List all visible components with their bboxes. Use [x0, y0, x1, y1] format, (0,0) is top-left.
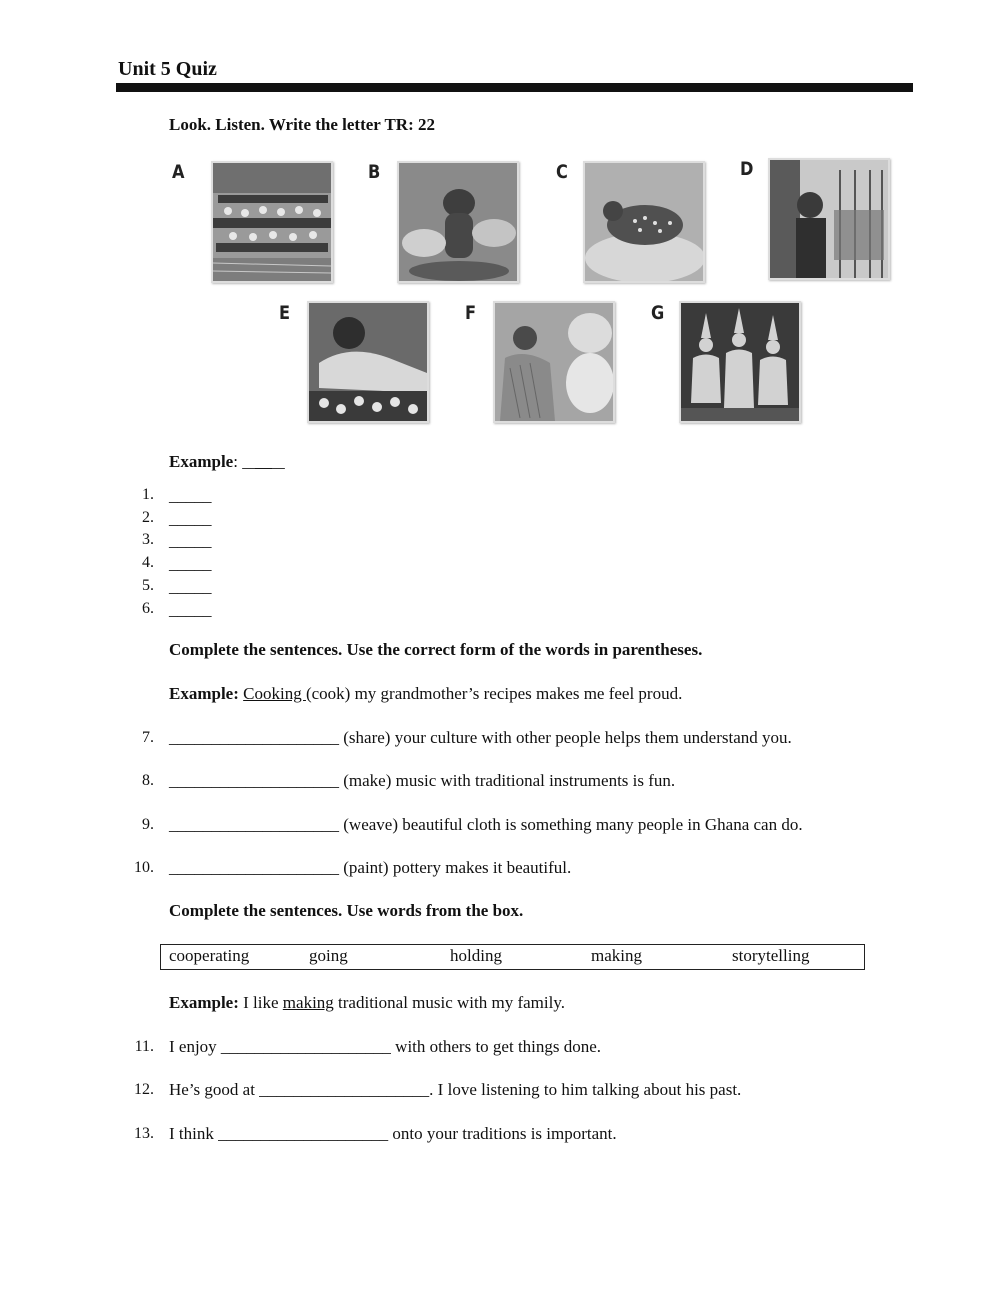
- picture-label-e: E: [279, 302, 291, 324]
- section3-example-after: traditional music with my family.: [333, 993, 565, 1012]
- item-number: 6.: [142, 600, 154, 617]
- item-number: 1.: [142, 486, 154, 503]
- section2-example-rest: (cook) my grandmother’s recipes makes me feel proud.: [305, 684, 683, 703]
- picture-label-a: A: [172, 161, 185, 183]
- item-number: 5.: [142, 577, 154, 594]
- section2-example-label: Example:: [169, 684, 239, 703]
- boy-weaving-photo: [768, 158, 890, 280]
- section3-example: [169, 993, 565, 1013]
- item-number: 2.: [142, 509, 154, 526]
- word-box-item: holding: [450, 946, 502, 965]
- word-box-item: storytelling: [732, 946, 810, 965]
- section2-example: [169, 684, 682, 704]
- picture-label-b: B: [368, 161, 381, 183]
- page-title: Unit 5 Quiz: [118, 58, 217, 80]
- word-box: [160, 944, 865, 970]
- answer-blank[interactable]: _____: [169, 486, 212, 505]
- picture-label-g: G: [651, 302, 665, 324]
- section2-example-answer: Cooking: [243, 684, 306, 703]
- item-number: 12.: [134, 1081, 154, 1098]
- picture-label-c: C: [556, 161, 568, 183]
- item-number: 3.: [142, 531, 154, 548]
- sentence-item[interactable]: I enjoy ____________________ with others to get things done.: [169, 1037, 602, 1056]
- traditional-dancers-photo: [679, 301, 801, 423]
- sentence-item[interactable]: ____________________ (weave) beautiful cloth is something many people in Ghana can do.: [169, 815, 803, 834]
- section3-instruction: Complete the sentences. Use words from the box.: [169, 901, 524, 920]
- item-number: 9.: [142, 816, 154, 833]
- word-box-item: cooperating: [169, 946, 250, 965]
- section1-instruction: Look. Listen. Write the letter TR: 22: [169, 115, 435, 134]
- sentence-item[interactable]: ____________________ (paint) pottery makes it beautiful.: [169, 858, 572, 877]
- section3-example-label: Example:: [169, 993, 239, 1012]
- item-number: 10.: [134, 859, 154, 876]
- section1-example: [169, 452, 285, 472]
- answer-blank[interactable]: _____: [169, 509, 212, 528]
- sentence-item[interactable]: He’s good at ____________________. I love listening to him talking about his past.: [169, 1080, 742, 1099]
- sentence-item[interactable]: ____________________ (share) your culture with other people helps them understand you.: [169, 728, 792, 747]
- section3-example-answer: making: [282, 993, 334, 1012]
- boat-race-photo: [211, 161, 333, 283]
- item-number: 11.: [134, 1038, 154, 1055]
- section2-instruction: Complete the sentences. Use the correct form of the words in parentheses.: [169, 640, 703, 659]
- section1-example-label: Example: [169, 452, 234, 471]
- embroidery-photo: [307, 301, 429, 423]
- word-box-item: making: [591, 946, 642, 965]
- item-number: 7.: [142, 729, 154, 746]
- section3-example-before: I like: [238, 993, 283, 1012]
- answer-blank[interactable]: _____: [169, 531, 212, 550]
- picture-label-d: D: [740, 158, 754, 180]
- title-divider: [116, 83, 913, 92]
- sentence-item[interactable]: I think ____________________ onto your traditions is important.: [169, 1124, 617, 1143]
- picture-label-f: F: [465, 302, 477, 324]
- answer-blank[interactable]: _____: [169, 577, 212, 596]
- item-number: 13.: [134, 1125, 154, 1142]
- sentence-item[interactable]: ____________________ (make) music with traditional instruments is fun.: [169, 771, 676, 790]
- clay-sculpting-photo: [397, 161, 519, 283]
- decorated-bird-photo: [583, 161, 705, 283]
- item-number: 8.: [142, 772, 154, 789]
- pottery-painting-photo: [493, 301, 615, 423]
- answer-blank[interactable]: _____: [169, 600, 212, 619]
- answer-blank[interactable]: _____: [169, 554, 212, 573]
- section1-example-blank: : __̲_̲__: [233, 452, 285, 471]
- word-box-item: going: [309, 946, 348, 965]
- item-number: 4.: [142, 554, 154, 571]
